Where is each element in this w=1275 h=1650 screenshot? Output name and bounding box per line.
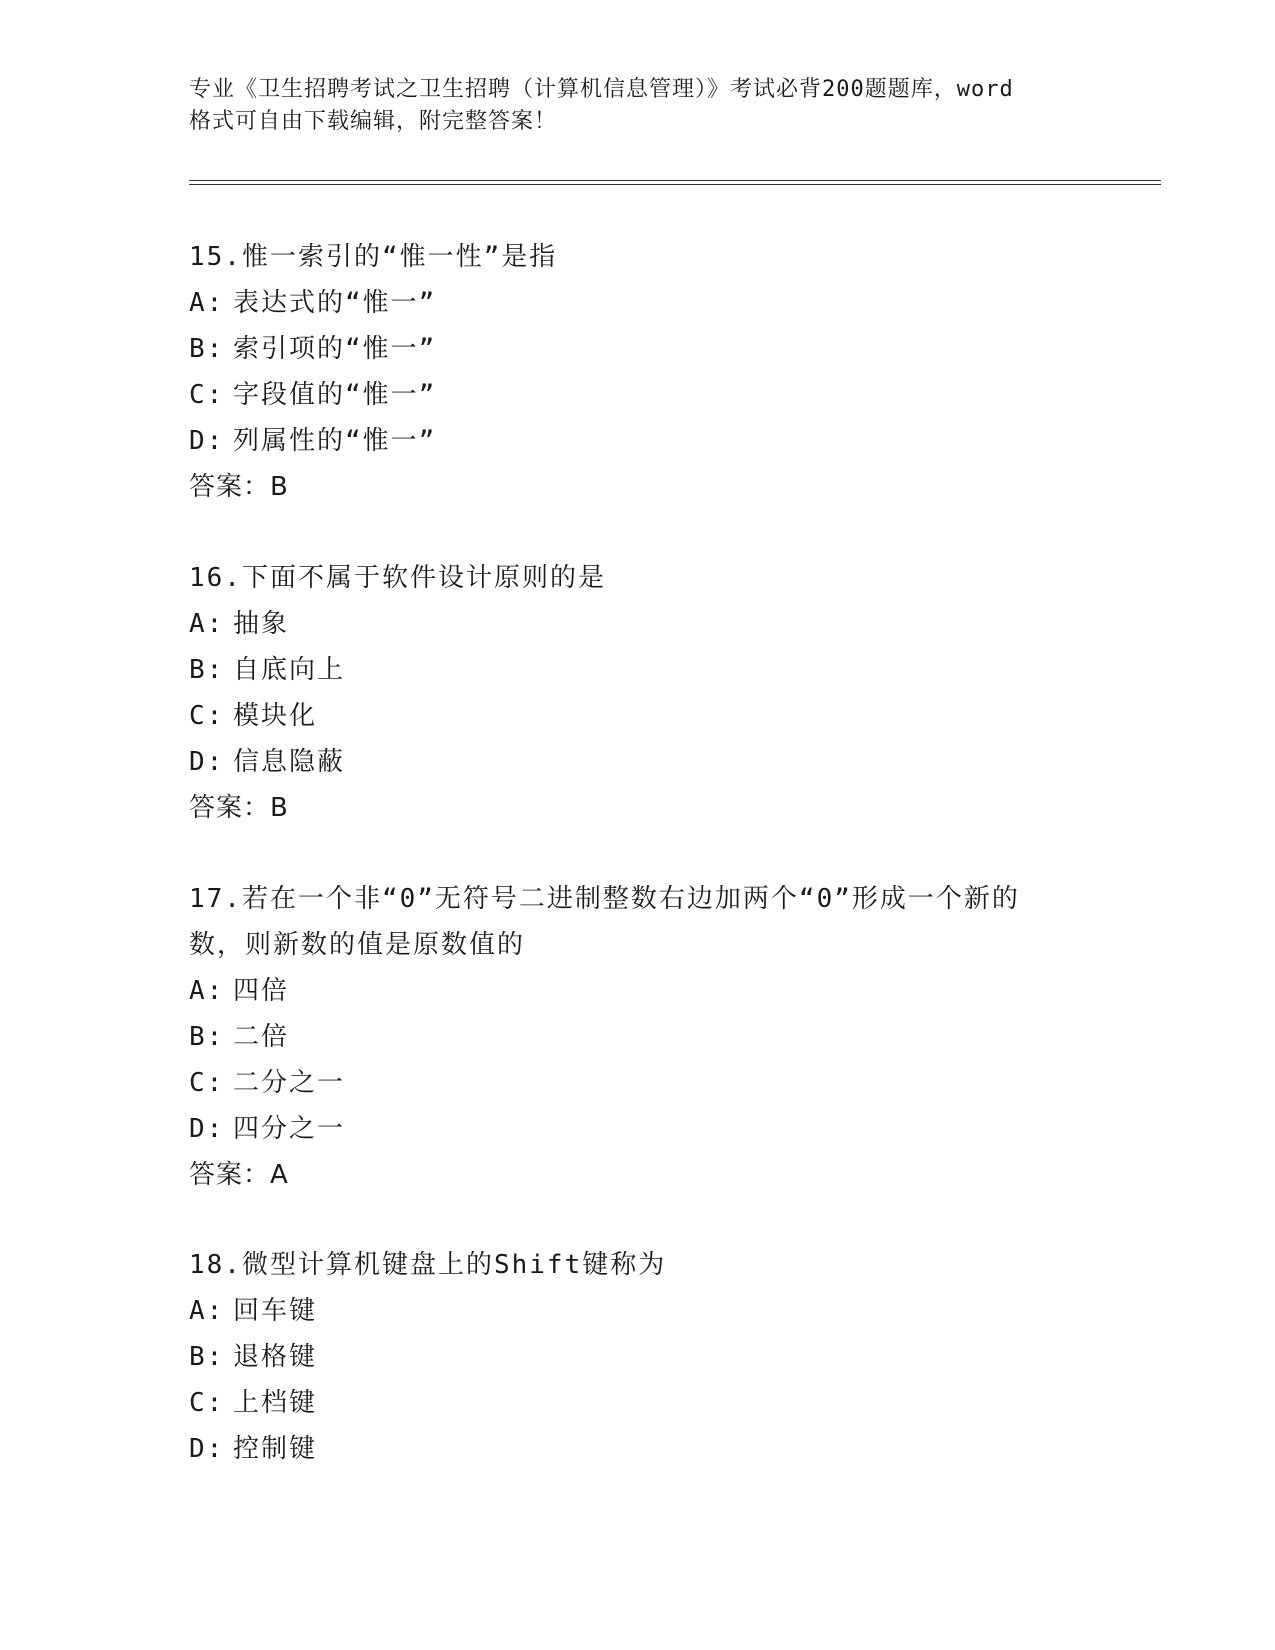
option-text: 二分之一	[233, 1068, 346, 1098]
option-letter: D:	[189, 747, 225, 777]
question-17	[189, 876, 1089, 1198]
option-a	[189, 1288, 1089, 1334]
option-text: 退格键	[233, 1342, 318, 1372]
option-text: 列属性的“惟一”	[233, 426, 437, 456]
header-divider-bottom	[189, 184, 1161, 185]
header-line-1: 专业《卫生招聘考试之卫生招聘（计算机信息管理）》考试必背200题题库，word	[189, 77, 1014, 102]
option-d	[189, 1426, 1089, 1472]
option-letter: C:	[189, 1068, 225, 1098]
question-stem-line-1: 17.若在一个非“0”无符号二进制整数右边加两个“0”形成一个新的	[189, 884, 1020, 914]
option-c	[189, 372, 1089, 418]
option-text: 二倍	[233, 1022, 290, 1052]
question-16	[189, 555, 1089, 831]
option-text: 索引项的“惟一”	[233, 334, 437, 364]
option-letter: D:	[189, 1434, 225, 1464]
option-b	[189, 326, 1089, 372]
option-letter: B:	[189, 334, 225, 364]
option-text: 回车键	[233, 1296, 318, 1326]
option-letter: C:	[189, 701, 225, 731]
option-c	[189, 693, 1089, 739]
option-text: 信息隐蔽	[233, 747, 346, 777]
option-c	[189, 1060, 1089, 1106]
answer-line: 答案：A	[189, 1160, 289, 1190]
question-stem-line-2: 数，则新数的值是原数值的	[189, 930, 526, 960]
answer-line: 答案：B	[189, 793, 289, 823]
header-line-2: 格式可自由下载编辑，附完整答案！	[189, 109, 558, 134]
option-d	[189, 418, 1089, 464]
document-header	[189, 74, 1089, 138]
option-c	[189, 1380, 1089, 1426]
option-letter: A:	[189, 609, 225, 639]
option-a	[189, 601, 1089, 647]
option-letter: D:	[189, 426, 225, 456]
option-letter: C:	[189, 380, 225, 410]
option-text: 四倍	[233, 976, 290, 1006]
option-d	[189, 739, 1089, 785]
question-stem: 18.微型计算机键盘上的Shift键称为	[189, 1250, 667, 1280]
question-15	[189, 234, 1089, 510]
option-letter: B:	[189, 1022, 225, 1052]
option-b	[189, 647, 1089, 693]
option-text: 自底向上	[233, 655, 346, 685]
answer-line: 答案：B	[189, 472, 289, 502]
option-text: 四分之一	[233, 1114, 346, 1144]
option-letter: B:	[189, 1342, 225, 1372]
option-text: 模块化	[233, 701, 318, 731]
question-stem: 16.下面不属于软件设计原则的是	[189, 563, 606, 593]
option-d	[189, 1106, 1089, 1152]
option-a	[189, 280, 1089, 326]
option-a	[189, 968, 1089, 1014]
header-divider-top	[189, 180, 1161, 181]
option-letter: A:	[189, 976, 225, 1006]
option-text: 字段值的“惟一”	[233, 380, 437, 410]
option-letter: A:	[189, 1296, 225, 1326]
option-b	[189, 1014, 1089, 1060]
option-text: 抽象	[233, 609, 290, 639]
option-letter: A:	[189, 288, 225, 318]
option-text: 控制键	[233, 1434, 318, 1464]
option-text: 表达式的“惟一”	[233, 288, 437, 318]
option-letter: C:	[189, 1388, 225, 1418]
option-letter: D:	[189, 1114, 225, 1144]
option-b	[189, 1334, 1089, 1380]
option-text: 上档键	[233, 1388, 318, 1418]
question-stem: 15.惟一索引的“惟一性”是指	[189, 242, 558, 272]
question-18	[189, 1242, 1089, 1472]
option-letter: B:	[189, 655, 225, 685]
